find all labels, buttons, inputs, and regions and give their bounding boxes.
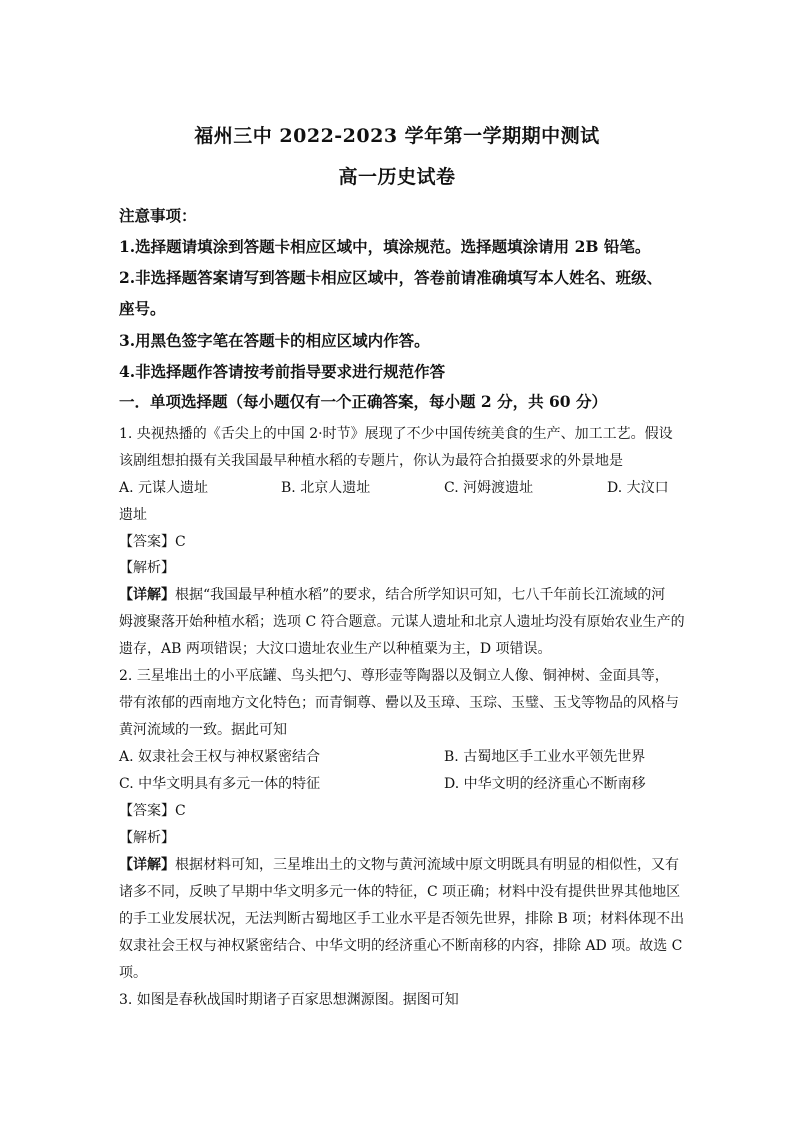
q2-detail-line-4: 奴隶社会王权与神权紧密结合、中华文明的经济重心不断南移的内容，排除 AD 项。故选 C — [119, 938, 683, 954]
notice-item-1: 1.选择题请填涂到答题卡相应区域中，填涂规范。选择题填涂请用 2B 铅笔。 — [119, 237, 651, 256]
q1-option-d: D. 大汶口 — [607, 480, 669, 496]
q1-option-b: B. 北京人遗址 — [281, 480, 371, 496]
q2-stem-line-1: 2. 三星堆出土的小平底罐、鸟头把勺、尊形壶等陶器以及铜立人像、铜神树、金面具等， — [119, 668, 669, 684]
exam-title: 福州三中 2022-2023 学年第一学期期中测试 — [194, 125, 600, 147]
exam-subtitle: 高一历史试卷 — [338, 166, 456, 188]
q2-detail-line-5: 项。 — [119, 965, 147, 981]
q1-option-d-cont: 遗址 — [119, 507, 147, 523]
q1-option-a: A. 元谋人遗址 — [119, 480, 209, 496]
q1-detail-line-3: 遗存，AB 两项错误；大汶口遗址农业生产以种植粟为主，D 项错误。 — [119, 641, 552, 657]
notice-item-3: 3.用黑色签字笔在答题卡的相应区域内作答。 — [119, 331, 430, 350]
q2-detail-line-2: 诸多不同，反映了早期中华文明多元一体的特征，C 项正确；材料中没有提供世界其他地区 — [119, 884, 681, 900]
q1-detail-text-1: 根据“我国最早种植水稻”的要求，结合所学知识可知，七八千年前长江流域的河 — [175, 587, 666, 603]
q2-option-a: A. 奴隶社会王权与神权紧密结合 — [119, 749, 321, 765]
notice-item-4: 4.非选择题作答请按考前指导要求进行规范作答 — [119, 362, 446, 381]
notice-item-2: 2.非选择题答案请写到答题卡相应区域中，答卷前请准确填写本人姓名、班级、 — [119, 268, 663, 287]
q2-detail-text-1: 根据材料可知，三星堆出土的文物与黄河流域中原文明既具有明显的相似性，又有 — [175, 857, 679, 873]
q2-detail-line-3: 的手工业发展状况，无法判断古蜀地区手工业水平是否领先世界，排除 B 项；材料体现不出 — [119, 911, 685, 927]
q2-detail-line-1 — [119, 854, 679, 874]
q1-option-c: C. 河姆渡遗址 — [444, 480, 534, 496]
notice-heading: 注意事项： — [119, 206, 197, 225]
q2-option-b: B. 古蜀地区手工业水平领先世界 — [444, 749, 646, 765]
q2-detail-tag: 【详解】 — [119, 857, 175, 873]
q1-stem-line-2: 该剧组想拍摄有关我国最早种植水稻的专题片，你认为最符合拍摄要求的外景地是 — [119, 453, 623, 469]
q1-detail-tag: 【详解】 — [119, 587, 175, 603]
q2-answer: 【答案】C — [119, 803, 186, 819]
q1-analysis-heading: 【解析】 — [119, 560, 175, 576]
q1-detail-line-2: 姆渡聚落开始种植水稻；选项 C 符合题意。元谋人遗址和北京人遗址均没有原始农业生产的 — [119, 614, 685, 630]
q2-option-d: D. 中华文明的经济重心不断南移 — [444, 776, 646, 792]
notice-item-2-cont: 座号。 — [119, 299, 166, 318]
q2-option-c: C. 中华文明具有多元一体的特征 — [119, 776, 321, 792]
q2-stem-line-3: 黄河流域的一致。据此可知 — [119, 722, 287, 738]
section-heading: 一．单项选择题（每小题仅有一个正确答案，每小题 2 分，共 60 分） — [119, 392, 607, 411]
q2-stem-line-2: 带有浓郁的西南地方文化特色；而青铜尊、罍以及玉璋、玉琮、玉璧、玉戈等物品的风格与 — [119, 695, 679, 711]
q1-stem-line-1: 1. 央视热播的《舌尖上的中国 2·时节》展现了不少中国传统美食的生产、加工工艺。假设 — [119, 426, 673, 442]
q3-stem-line-1: 3. 如图是春秋战国时期诸子百家思想渊源图。据图可知 — [119, 992, 459, 1008]
q2-analysis-heading: 【解析】 — [119, 830, 175, 846]
q1-detail-line-1 — [119, 584, 665, 604]
q1-answer: 【答案】C — [119, 534, 186, 550]
